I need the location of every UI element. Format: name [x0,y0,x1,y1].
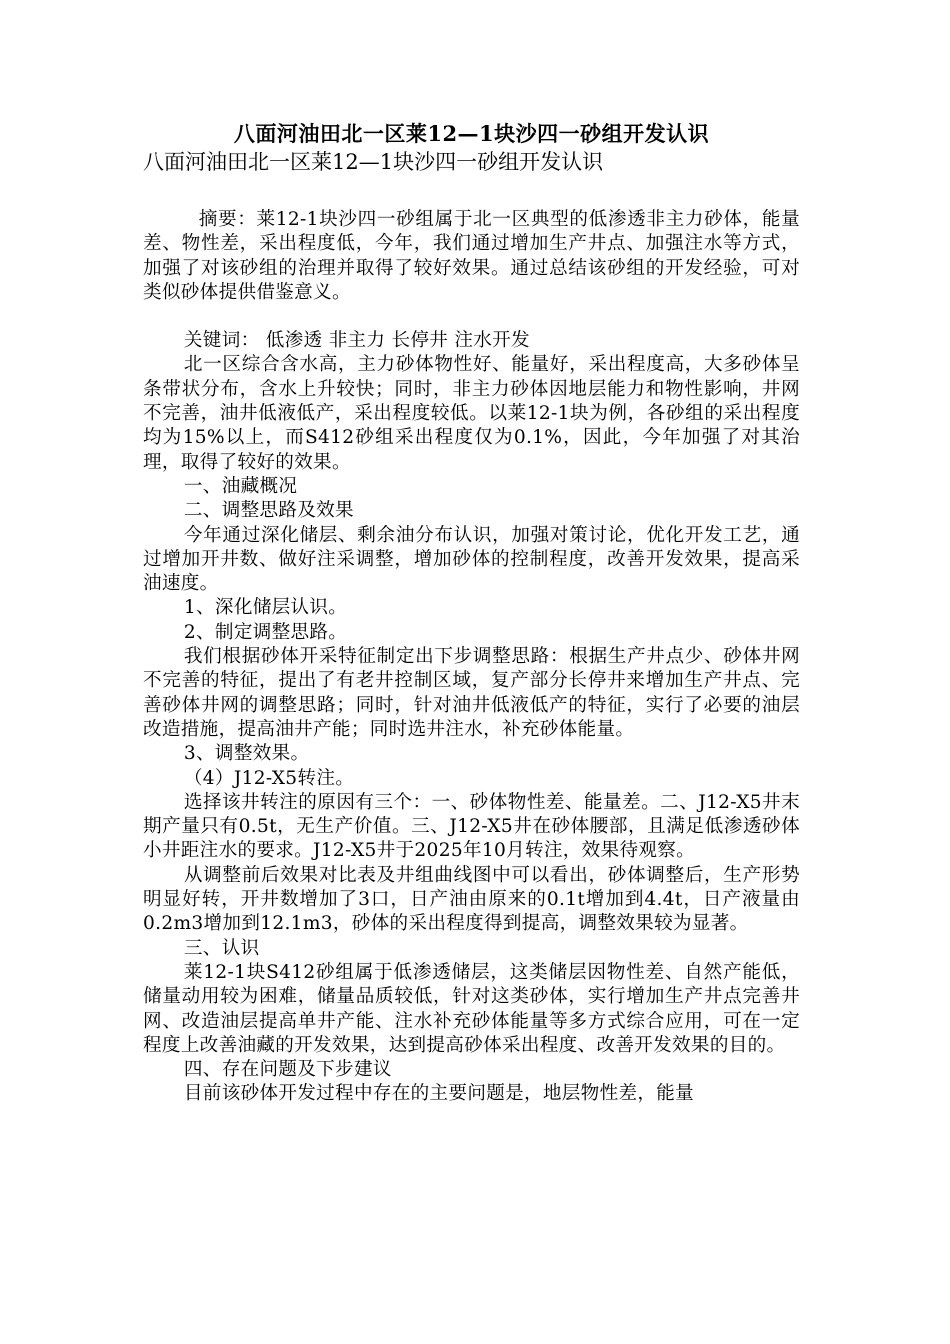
subsection-1: 1、深化储层认识。 [183,597,348,619]
section-3-paragraph: 莱12-1块S412砂组属于低渗透储层，这类储层因物性差、自然产能低，储量动用较为困难，储量品质较低，针对这类砂体，实行增加生产井点完善井网、改造油层提高单井产能、注水补充砂体能量等多方式综合应用，可在一定程度上改善油藏的开发效果，达到提高砂体采出程度、改善开发效果的目的。 [143,961,800,1056]
document-title: 八面河油田北一区莱12—1块沙四一砂组开发认识 [233,121,710,146]
subsection-3: 3、调整效果。 [183,743,310,765]
section-heading-3: 三、认识 [183,937,260,959]
intro-paragraph: 北一区综合含水高，主力砂体物性好、能量好，采出程度高，大多砂体呈条带状分布，含水上升较快；同时，非主力砂体因地层能力和物性影响，井网不完善，油井低液低产，采出程度较低。以莱12-1块为例，各砂组的采出程度均为15%以上，而S412砂组采出程度仅为0.1%，因此，今年加强了对其治理，取得了较好的效果。 [143,354,800,473]
section-2-paragraph: 今年通过深化储层、剩余油分布认识，加强对策讨论，优化开发工艺，通过增加开井数、做好注采调整，增加砂体的控制程度，改善开发效果，提高采油速度。 [143,524,800,595]
keywords-line: 关键词： 低渗透 非主力 长停井 注水开发 [183,330,530,352]
section-4-paragraph: 目前该砂体开发过程中存在的主要问题是，地层物性差，能量 [183,1083,695,1105]
subsection-3-item-4: （4）J12-X5转注。 [183,767,355,789]
section-heading-1: 一、油藏概况 [183,475,298,497]
subsection-3-item-4-paragraph: 选择该井转注的原因有三个：一、砂体物性差、能量差。二、J12-X5井末期产量只有0.5t，无生产价值。三、J12-X5井在砂体腰部，且满足低渗透砂体小井距注水的要求。J12-X5井于2025年10月转注，效果待观察。 [143,791,800,862]
spacer [143,305,800,329]
section-heading-2: 二、调整思路及效果 [183,500,354,522]
abstract-paragraph: 摘要：莱12-1块沙四一砂组属于北一区典型的低渗透非主力砂体，能量差、物性差，采出程度低，今年，我们通过增加生产井点、加强注水等方式，加强了对该砂组的治理并取得了较好效果。通过总结该砂组的开发经验，可对类似砂体提供借鉴意义。 [143,209,800,303]
section-heading-4: 四、存在问题及下步建议 [183,1059,392,1081]
subsection-2-paragraph: 我们根据砂体开采特征制定出下步调整思路：根据生产井点少、砂体井网不完善的特征，提出了有老井控制区域，复产部分长停井来增加生产井点、完善砂体井网的调整思路；同时，针对油井低液低产的特征，实行了必要的油层改造措施，提高油井产能；同时选井注水，补充砂体能量。 [143,646,800,740]
subsection-2: 2、制定调整思路。 [183,621,348,643]
document-subtitle: 八面河油田北一区莱12—1块沙四一砂组开发认识 [143,150,604,174]
effect-paragraph: 从调整前后效果对比表及井组曲线图中可以看出，砂体调整后，生产形势明显好转，开井数增加了3口，日产油由原来的0.1t增加到4.4t，日产液量由0.2m3增加到12.1m3，砂体的采出程度得到提高，调整效果较为显著。 [143,864,800,935]
